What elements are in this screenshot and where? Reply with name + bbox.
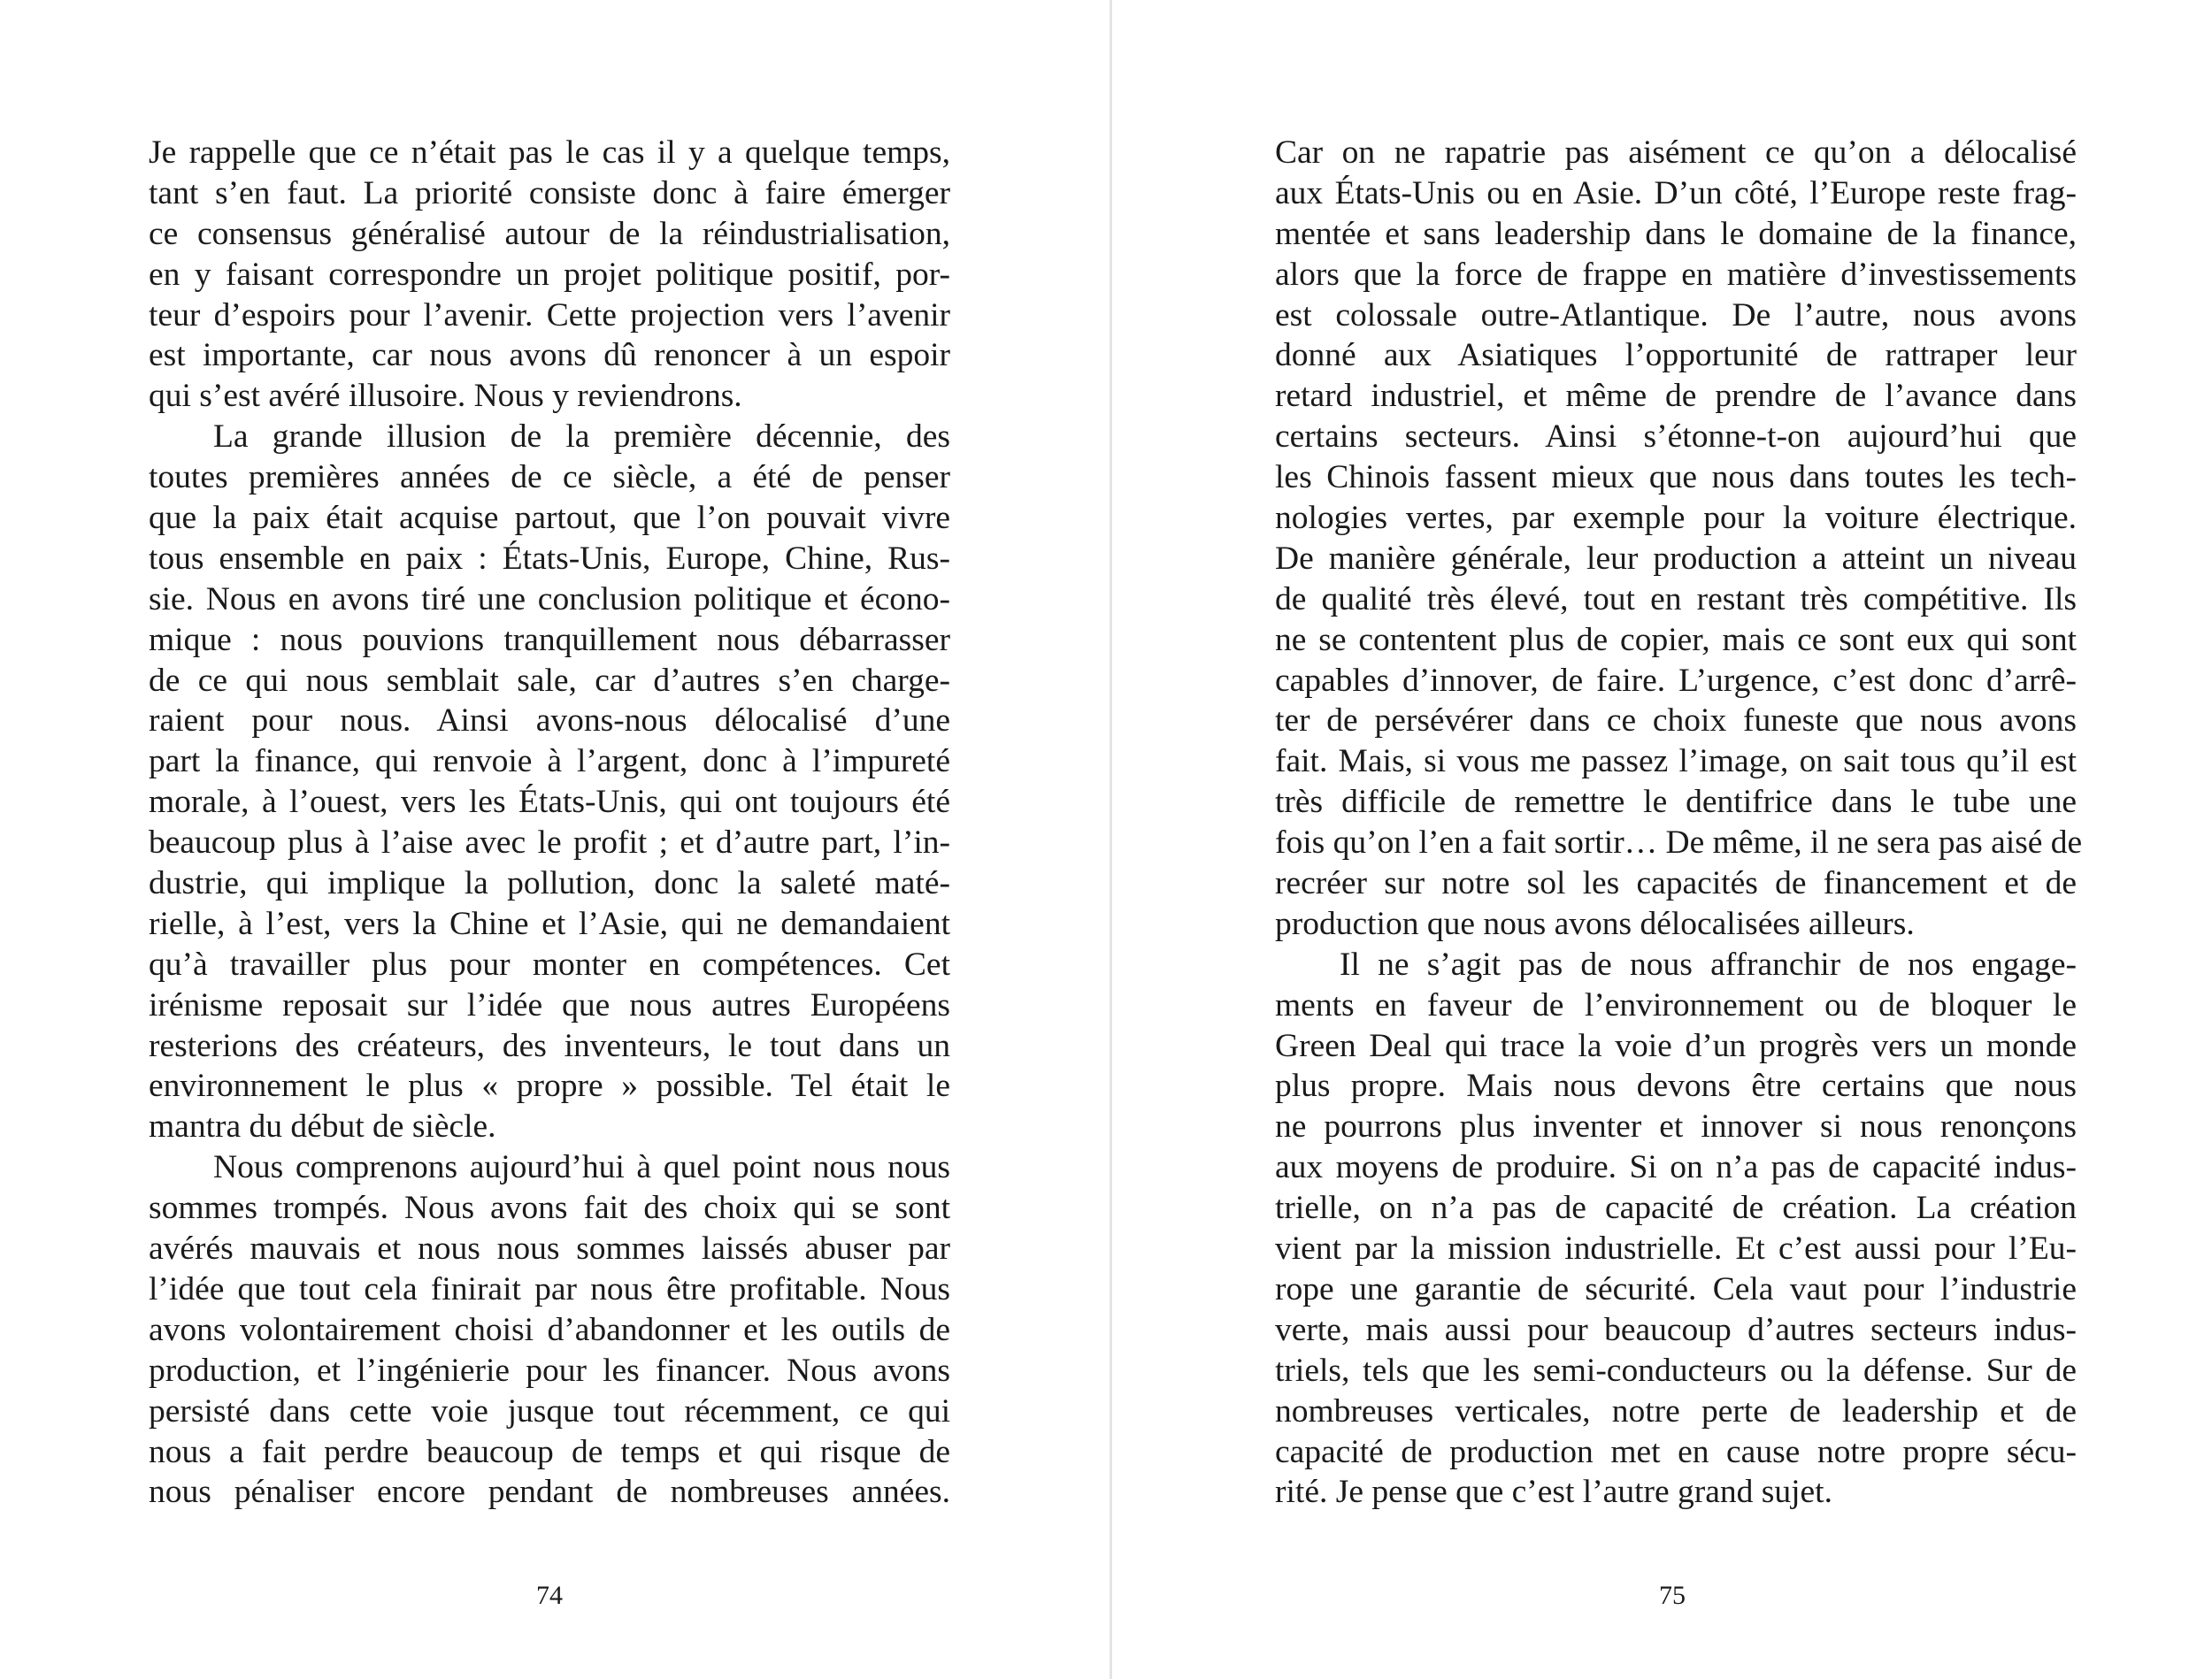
text-line: sommes trompés. Nous avons fait des choix qui se sont (149, 1190, 950, 1227)
text-line: mique : nous pouvions tranquillement nous débarrasser (149, 621, 950, 658)
text-line: tous ensemble en paix : États-Unis, Europe, Chine, Rus- (149, 540, 950, 577)
text-line: raient pour nous. Ainsi avons-nous délocalisé d’une (149, 702, 950, 740)
text-line: est importante, car nous avons dû renoncer à un espoir (149, 337, 950, 374)
text-line: mentée et sans leadership dans le domaine de la finance, (1275, 215, 2077, 252)
text-line: retard industriel, et même de prendre de l’avance dans (1275, 378, 2077, 415)
text-line: morale, à l’ouest, vers les États-Unis, qui ont toujours été (149, 784, 950, 821)
text-line: triels, tels que les semi-conducteurs ou la défense. Sur de (1275, 1352, 2077, 1389)
text-line: vient par la mission industrielle. Et c’est aussi pour l’Eu- (1275, 1230, 2077, 1268)
text-line: rope une garantie de sécurité. Cela vaut pour l’industrie (1275, 1270, 2077, 1307)
text-line: recréer sur notre sol les capacités de financement et de (1275, 865, 2077, 902)
text-line: part la finance, qui renvoie à l’argent, donc à l’impureté (149, 743, 950, 780)
text-line: fois qu’on l’en a fait sortir… De même, il ne sera pas aisé de (1275, 824, 2083, 862)
text-line: ments en faveur de l’environnement ou de bloquer le (1275, 986, 2077, 1024)
text-line: ce consensus généralisé autour de la réindustrialisation, (149, 215, 950, 252)
text-line: fait. Mais, si vous me passez l’image, on sait tous qu’il est (1275, 743, 2077, 780)
text-line: nombreuses verticales, notre perte de leadership et de (1275, 1392, 2077, 1430)
text-line: resterions des créateurs, des inventeurs, le tout dans un (149, 1027, 950, 1064)
text-line: ne se contentent plus de copier, mais ce sont eux qui sont (1275, 621, 2077, 658)
text-line: de qualité très élevé, tout en restant très compétitive. Ils (1275, 580, 2077, 617)
text-line: certains secteurs. Ainsi s’étonne-t-on aujourd’hui que (1275, 418, 2077, 456)
text-line: teur d’espoirs pour l’avenir. Cette projection vers l’avenir (149, 296, 950, 334)
paragraph-end-line: qui s’est avéré illusoire. Nous y reviendrons. (149, 378, 742, 415)
text-line: ne pourrons plus inventer et innover si nous renonçons (1275, 1108, 2077, 1146)
text-line: capables d’innover, de faire. L’urgence, c’est donc d’arrê- (1275, 662, 2077, 699)
text-line: les Chinois fassent mieux que nous dans toutes les tech- (1275, 459, 2077, 496)
text-line: beaucoup plus à l’aise avec le profit ; et d’autre part, l’in- (149, 824, 950, 862)
text-line: ter de persévérer dans ce choix funeste que nous avons (1275, 702, 2077, 740)
text-line: tant s’en faut. La priorité consiste donc à faire émerger (149, 174, 950, 211)
paragraph-start-line: Il ne s’agit pas de nous affranchir de nos engage- (1340, 946, 2077, 983)
text-line: production, et l’ingénierie pour les financer. Nous avons (149, 1352, 950, 1389)
text-line: persisté dans cette voie jusque tout récemment, ce qui (149, 1392, 950, 1430)
text-line: environnement le plus « propre » possible. Tel était le (149, 1068, 950, 1105)
text-line: alors que la force de frappe en matière d’investissements (1275, 256, 2077, 293)
text-line: nous pénaliser encore pendant de nombreuses années. (149, 1474, 950, 1511)
right-page-body (1275, 133, 2083, 1513)
text-line: irénisme reposait sur l’idée que nous autres Européens (149, 986, 950, 1024)
paragraph-end-line: production que nous avons délocalisées ailleurs. (1275, 905, 1915, 942)
text-line: Je rappelle que ce n’était pas le cas il y a quelque temps, (149, 134, 950, 171)
text-line: dustrie, qui implique la pollution, donc la saleté maté- (149, 865, 950, 902)
text-line: capacité de production met en cause notre propre sécu- (1275, 1433, 2077, 1470)
paragraph-start-line: La grande illusion de la première décennie, des (213, 418, 950, 456)
text-line: nologies vertes, par exemple pour la voiture électrique. (1275, 500, 2077, 537)
paragraph-start-line: Nous comprenons aujourd’hui à quel point nous nous (213, 1149, 950, 1186)
text-line: l’idée que tout cela finirait par nous être profitable. Nous (149, 1270, 950, 1307)
text-line: De manière générale, leur production a atteint un niveau (1275, 540, 2077, 577)
text-line: nous a fait perdre beaucoup de temps et qui risque de (149, 1433, 950, 1470)
text-line: plus propre. Mais nous devons être certains que nous (1275, 1068, 2077, 1105)
text-line: avons volontairement choisi d’abandonner et les outils de (149, 1311, 950, 1348)
text-line: aux moyens de produire. Si on n’a pas de capacité indus- (1275, 1149, 2077, 1186)
text-line: que la paix était acquise partout, que l’on pouvait vivre (149, 500, 950, 537)
text-line: qu’à travailler plus pour monter en compétences. Cet (149, 946, 950, 983)
text-line: de ce qui nous semblait sale, car d’autres s’en charge- (149, 662, 950, 699)
left-page-body (149, 133, 950, 1513)
text-line: aux États-Unis ou en Asie. D’un côté, l’Europe reste frag- (1275, 174, 2077, 211)
paragraph-end-line: mantra du début de siècle. (149, 1108, 496, 1146)
text-line: est colossale outre-Atlantique. De l’autre, nous avons (1275, 296, 2077, 334)
text-line: Green Deal qui trace la voie d’un progrès vers un monde (1275, 1027, 2077, 1064)
text-line: verte, mais aussi pour beaucoup d’autres secteurs indus- (1275, 1311, 2077, 1348)
text-line: très difficile de remettre le dentifrice dans le tube une (1275, 784, 2077, 821)
text-line: rielle, à l’est, vers la Chine et l’Asie, qui ne demandaient (149, 905, 950, 942)
right-page (1112, 0, 2212, 1679)
text-line: avérés mauvais et nous nous sommes laissés abuser par (149, 1230, 950, 1268)
text-line: toutes premières années de ce siècle, a été de penser (149, 459, 950, 496)
text-line: trielle, on n’a pas de capacité de création. La création (1275, 1190, 2077, 1227)
text-line: donné aux Asiatiques l’opportunité de rattraper leur (1275, 337, 2077, 374)
paragraph-end-line: rité. Je pense que c’est l’autre grand sujet. (1275, 1474, 1832, 1511)
text-line: sie. Nous en avons tiré une conclusion politique et écono- (149, 580, 950, 617)
page-number: 74 (536, 1581, 563, 1610)
text-line: Car on ne rapatrie pas aisément ce qu’on a délocalisé (1275, 134, 2077, 171)
text-line: en y faisant correspondre un projet politique positif, por- (149, 256, 950, 293)
page-number: 75 (1659, 1581, 1686, 1610)
